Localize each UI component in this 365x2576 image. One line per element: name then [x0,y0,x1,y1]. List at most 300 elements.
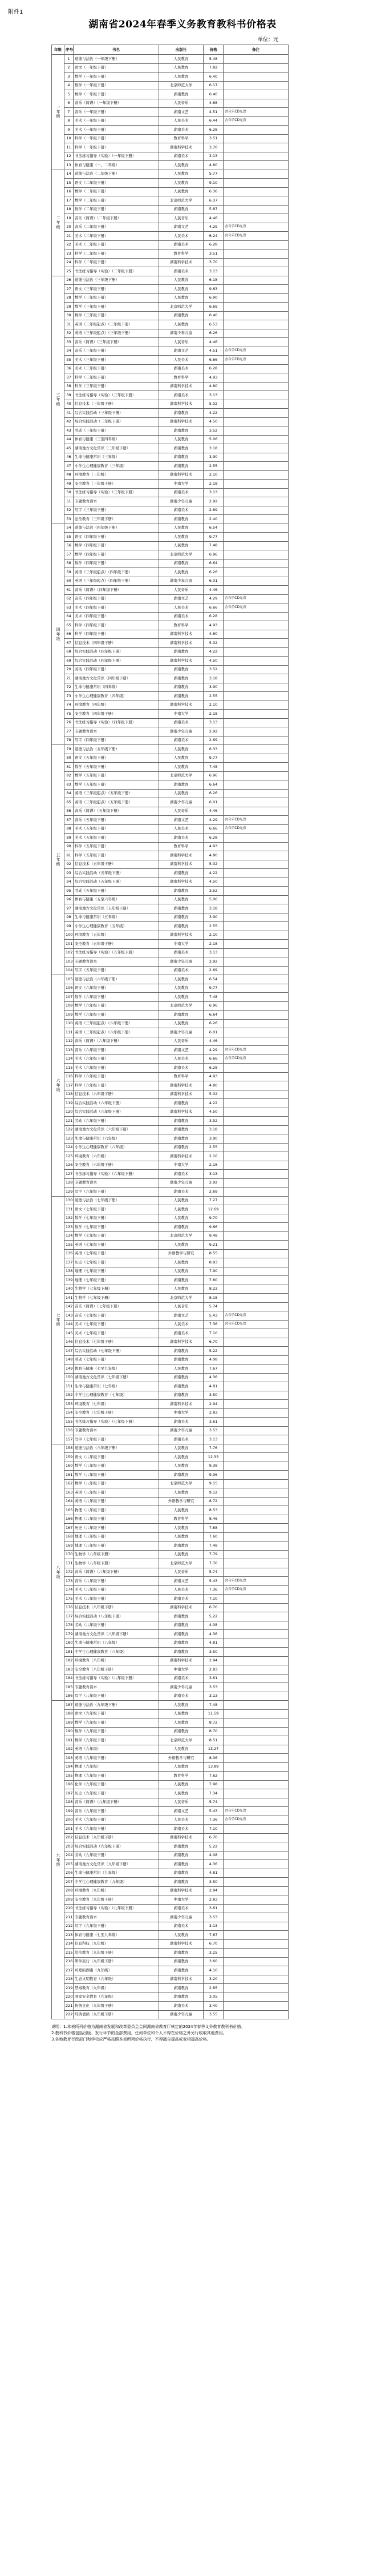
remark-cell [224,303,289,312]
price-cell: 2.10 [204,931,224,940]
book-name-cell: 环境教育（八年级） [74,1656,159,1665]
remark-cell [224,1639,289,1648]
table-row [52,1577,289,1586]
price-cell: 2.18 [204,940,224,949]
book-name-cell: 湖南地方文化常识（九年级下册） [74,1860,159,1869]
table-row [52,1302,289,1311]
price-cell: 7.62 [204,1772,224,1781]
table-row [52,409,289,418]
index-cell: 89 [64,834,74,843]
price-cell: 4.80 [204,382,224,391]
book-name-cell: 安全教育（九年级下册） [74,1895,159,1905]
price-cell: 4.08 [204,1621,224,1630]
remark-cell [224,1648,289,1657]
publisher-cell: 湖南科学技术 [159,878,204,887]
publisher-cell: 北京师范大学 [159,196,204,206]
table-row [52,533,289,542]
remark-cell: 含音乐CD光盘 [224,1311,289,1321]
publisher-cell: 湖南教育 [159,647,204,657]
index-cell: 35 [64,356,74,365]
price-cell: 3.50 [204,1391,224,1400]
index-cell: 50 [64,488,74,497]
price-cell: 8.06 [204,1754,224,1763]
book-name-cell: 数学（三年级下册） [74,303,159,312]
index-cell: 124 [64,1143,74,1152]
price-cell: 4.93 [204,1072,224,1081]
book-name-cell: 科学（一年级下册） [74,134,159,143]
remark-cell [224,1842,289,1852]
index-cell: 51 [64,497,74,506]
price-cell: 6.28 [204,240,224,249]
index-cell: 170 [64,1550,74,1559]
price-cell: 2.40 [204,515,224,524]
index-cell: 87 [64,816,74,825]
book-name-cell: 音乐（八年级下册） [74,1577,159,1586]
publisher-cell: 湖南科学技术 [159,1108,204,1117]
book-name-cell: 传统文化（九年级下册） [74,2002,159,2011]
table-body [52,55,289,2019]
index-cell: 36 [64,364,74,373]
publisher-cell: 湖南文艺 [159,1807,204,1816]
column-header-publisher: 出版社 [159,45,204,55]
index-cell: 168 [64,1532,74,1541]
publisher-cell: 湖南科学技术 [159,143,204,152]
price-cell: 7.27 [204,1196,224,1205]
remark-cell [224,1869,289,1878]
index-cell: 105 [64,975,74,984]
book-name-cell: 写字（七年级下册） [74,1435,159,1444]
book-name-cell: 音乐（六年级下册） [74,1046,159,1055]
index-cell: 12 [64,152,74,161]
index-cell: 123 [64,1134,74,1144]
price-cell: 6.28 [204,1064,224,1073]
index-cell: 68 [64,647,74,657]
grade-cell: 八年级 [52,1444,64,1701]
book-name-cell: 劳动（七年级下册） [74,1355,159,1365]
index-cell: 136 [64,1249,74,1258]
book-name-cell: 道德与法治（三年级下册） [74,276,159,285]
index-cell: 139 [64,1276,74,1285]
table-row [52,373,289,383]
table-row [52,763,289,772]
table-header-row [52,45,289,55]
book-name-cell: 生态文明教育（九年级） [74,1975,159,1984]
table-row [52,1922,289,1931]
table-row [52,1320,289,1329]
price-cell: 6.69 [204,303,224,312]
remark-cell [224,2010,289,2019]
publisher-cell: 人民教育 [159,1701,204,1710]
price-cell: 4.81 [204,1639,224,1648]
publisher-cell: 湖南文艺 [159,108,204,117]
book-name-cell: 数学（六年级下册） [74,1001,159,1011]
publisher-cell: 湖南科学技术 [159,1886,204,1895]
price-cell: 2.94 [204,1886,224,1895]
index-cell: 126 [64,1161,74,1170]
table-row [52,1833,289,1842]
column-header-name: 书名 [74,45,159,55]
remark-cell [224,1595,289,1604]
table-row [52,1019,289,1028]
book-name-cell: 音乐（简谱）（一年级下册） [74,99,159,108]
publisher-cell: 湖南教育 [159,1276,204,1285]
index-cell: 143 [64,1311,74,1321]
remark-cell [224,1789,289,1798]
book-name-cell: 劳动（六年级下册） [74,1117,159,1126]
publisher-cell: 人民美术 [159,824,204,834]
price-cell: 4.80 [204,630,224,639]
remark-cell [224,1984,289,1993]
index-cell: 129 [64,1188,74,1197]
remark-cell: 含音乐CD光盘 [224,1807,289,1816]
publisher-cell: 湖南教育 [159,1541,204,1551]
table-row [52,1515,289,1524]
publisher-cell: 湖南教育 [159,1878,204,1887]
price-cell: 4.50 [204,878,224,887]
book-name-cell: 写字（六年级下册） [74,1188,159,1197]
note-line: 3.各地教育行政部门和学校应严格按照本表所列价格执行，不得擅自提高或变相提高价格。 [51,2037,211,2042]
index-cell: 113 [64,1046,74,1055]
publisher-cell: 人民教育 [159,320,204,329]
index-cell: 76 [64,718,74,727]
index-cell: 8 [64,116,74,126]
table-row [52,1772,289,1781]
index-cell: 161 [64,1471,74,1480]
price-cell: 6.96 [204,550,224,560]
index-cell: 61 [64,586,74,595]
book-name-cell: 数学（九年级下册） [74,1727,159,1736]
price-cell: 3.51 [204,249,224,259]
book-name-cell: 生物学（八年级下册） [74,1559,159,1568]
table-row [52,1842,289,1852]
remark-cell [224,1400,289,1409]
remark-cell [224,480,289,489]
index-cell: 33 [64,338,74,347]
price-cell: 7.48 [204,541,224,550]
price-cell: 6.40 [204,90,224,99]
book-name-cell: 音乐（五年级下册） [74,816,159,825]
table-row [52,913,289,922]
book-name-cell: 湖南地方文化常识（六年级下册） [74,1125,159,1134]
table-row [52,1656,289,1665]
publisher-cell: 湖南科学技术 [159,382,204,391]
index-cell: 72 [64,683,74,692]
price-cell: 4.36 [204,1860,224,1869]
price-cell: 3.61 [204,1674,224,1683]
remark-cell [224,1833,289,1842]
price-cell: 3.18 [204,904,224,913]
table-row [52,1418,289,1427]
grade-cell: 五年级 [52,745,64,975]
remark-cell [224,152,289,161]
index-cell: 119 [64,1099,74,1108]
table-row [52,1311,289,1321]
book-name-cell: 综合实践活动（三年级下册） [74,409,159,418]
remark-cell [224,240,289,249]
index-cell: 150 [64,1373,74,1382]
index-cell: 195 [64,1772,74,1781]
remark-cell [224,63,289,73]
remark-cell [224,1108,289,1117]
book-name-cell: 英语（九年级） [74,1745,159,1754]
publisher-cell: 湖南教育 [159,674,204,683]
publisher-cell: 人民教育 [159,170,204,179]
remark-cell [224,1231,289,1241]
index-cell: 211 [64,1913,74,1922]
table-row [52,1683,289,1692]
remark-cell [224,1913,289,1922]
price-cell: 2.92 [204,957,224,967]
publisher-cell: 人民音乐 [159,99,204,108]
publisher-cell: 湖南教育 [159,887,204,896]
publisher-cell: 人民教育 [159,55,204,64]
table-row [52,506,289,515]
index-cell: 120 [64,1108,74,1117]
remark-cell [224,1701,289,1710]
table-row [52,338,289,347]
price-cell: 3.52 [204,1117,224,1126]
table-row [52,1851,289,1860]
remark-cell [224,1745,289,1754]
table-row [52,541,289,550]
table-row [52,1762,289,1772]
book-name-cell: 道德与法治（一年级下册） [74,55,159,64]
remark-cell [224,940,289,949]
table-row [52,665,289,674]
table-row [52,1117,289,1126]
publisher-cell: 人民教育 [159,1718,204,1728]
book-name-cell: 信息技术（四年级下册） [74,639,159,648]
price-cell: 6.36 [204,187,224,196]
publisher-cell: 北京师范大学 [159,1294,204,1303]
price-cell: 3.53 [204,1426,224,1435]
index-cell: 179 [64,1630,74,1639]
remark-cell [224,1285,289,1294]
index-cell: 57 [64,550,74,560]
index-cell: 46 [64,453,74,462]
index-cell: 214 [64,1939,74,1949]
index-cell: 100 [64,931,74,940]
table-row [52,736,289,745]
publisher-cell: 湖南教育 [159,1869,204,1878]
book-name-cell: 科学（六年级下册） [74,1081,159,1090]
index-cell: 193 [64,1754,74,1763]
publisher-cell: 湖南文艺 [159,1311,204,1321]
price-table [51,45,289,2019]
publisher-cell: 湖南科学技术 [159,470,204,480]
book-name-cell: 英语（三年级起点）（六年级下册） [74,1028,159,1037]
remark-cell [224,196,289,206]
remark-cell [224,789,289,798]
publisher-cell: 人民教育 [159,435,204,444]
index-cell: 91 [64,851,74,860]
price-cell: 8.46 [204,1515,224,1524]
price-cell: 6.66 [204,356,224,365]
publisher-cell: 湖南文艺 [159,816,204,825]
price-cell: 3.51 [204,134,224,143]
publisher-cell: 人民教育 [159,63,204,73]
publisher-cell: 人民音乐 [159,807,204,816]
index-cell: 156 [64,1426,74,1435]
book-name-cell: 生命与健康常识（六年级） [74,1134,159,1144]
index-cell: 185 [64,1683,74,1692]
book-name-cell: 音乐（一年级下册） [74,108,159,117]
book-name-cell: 道德与法治（四年级下册） [74,524,159,533]
remark-cell [224,1949,289,1958]
index-cell: 177 [64,1612,74,1621]
book-name-cell: 专题教育读本 [74,497,159,506]
price-cell: 3.20 [204,1975,224,1984]
book-name-cell: 写字（四年级下册） [74,736,159,745]
book-name-cell: 科学（三年级下册） [74,382,159,391]
price-cell: 6.26 [204,789,224,798]
price-cell: 7.90 [204,1267,224,1276]
price-cell: 3.90 [204,1134,224,1144]
publisher-cell: 中南大学 [159,1665,204,1675]
notes-section [51,2024,291,2043]
remark-cell [224,187,289,196]
remark-cell [224,1134,289,1144]
publisher-cell: 湖南文艺 [159,1046,204,1055]
publisher-cell: 湖南教育 [159,1391,204,1400]
price-cell: 6.18 [204,276,224,285]
price-cell: 7.70 [204,1559,224,1568]
remark-cell [224,1329,289,1338]
index-cell: 45 [64,444,74,453]
publisher-cell: 人民教育 [159,1462,204,1471]
book-name-cell: 音乐（九年级下册） [74,1807,159,1816]
publisher-cell: 湖南美术 [159,1064,204,1073]
index-cell: 86 [64,807,74,816]
remark-cell [224,1727,289,1736]
remark-cell [224,621,289,630]
price-cell: 4.10 [204,1966,224,1975]
publisher-cell: 中南大学 [159,940,204,949]
publisher-cell: 湖南教育 [159,869,204,878]
price-cell: 4.22 [204,1099,224,1108]
table-row [52,1736,289,1745]
index-cell: 145 [64,1329,74,1338]
table-row [52,594,289,603]
price-cell: 5.22 [204,1347,224,1356]
remark-cell [224,1011,289,1020]
table-row [52,444,289,453]
price-cell: 5.22 [204,1842,224,1852]
remark-cell [224,1886,289,1895]
index-cell: 190 [64,1727,74,1736]
book-name-cell: 安全教育（三年级下册） [74,480,159,489]
price-cell: 6.90 [204,293,224,303]
remark-cell: 含音乐CD光盘 [224,594,289,603]
index-cell: 203 [64,1842,74,1852]
remark-cell [224,559,289,568]
remark-cell [224,913,289,922]
index-cell: 218 [64,1975,74,1984]
price-cell: 12.33 [204,1453,224,1462]
book-name-cell: 美术（七年级下册） [74,1329,159,1338]
column-header-grade: 年级 [52,45,64,55]
book-name-cell: 书法练习指导（实验）（一年级下册） [74,152,159,161]
price-cell: 7.36 [204,1320,224,1329]
publisher-cell: 湖南科学技术 [159,1400,204,1409]
index-cell: 202 [64,1833,74,1842]
book-name-cell: 美术（三年级下册） [74,356,159,365]
book-name-cell: 小学生心理健康教育（四年级） [74,692,159,701]
price-cell: 5.77 [204,170,224,179]
book-name-cell: 信息技术（六年级下册） [74,1090,159,1099]
publisher-cell: 湖南科学技术 [159,1090,204,1099]
remark-cell [224,1152,289,1161]
price-cell: 7.10 [204,1595,224,1604]
publisher-cell: 湖南教育 [159,1993,204,2002]
price-cell: 7.67 [204,1365,224,1374]
publisher-cell: 湖南教育 [159,904,204,913]
price-cell: 9.12 [204,1488,224,1498]
publisher-cell: 湖南教育 [159,1648,204,1657]
index-cell: 25 [64,267,74,276]
price-cell: 4.68 [204,99,224,108]
column-header-remark: 备注 [224,45,289,55]
publisher-cell: 人民教育 [159,285,204,294]
publisher-cell: 湖南少年儿童 [159,329,204,338]
book-name-cell: 书法练习指导（实验）（八年级下册） [74,1674,159,1683]
column-header-price: 价格 [204,45,224,55]
book-name-cell: 科学（四年级下册） [74,621,159,630]
remark-cell [224,1497,289,1506]
publisher-cell: 人民教育 [159,1524,204,1533]
table-row [52,90,289,99]
price-cell: 7.67 [204,1931,224,1940]
table-row [52,1745,289,1754]
book-name-cell: 语文（二年级下册） [74,179,159,188]
book-name-cell: 专题教育读本 [74,1426,159,1435]
remark-cell [224,710,289,719]
price-cell: 2.92 [204,497,224,506]
table-row [52,586,289,595]
table-row [52,1506,289,1515]
publisher-cell: 湖南美术 [159,126,204,135]
index-cell: 22 [64,240,74,249]
table-row [52,81,289,90]
book-name-cell: 数学（七年级下册） [74,1214,159,1223]
publisher-cell: 湖南美术 [159,152,204,161]
price-cell: 3.13 [204,1435,224,1444]
price-cell: 13.27 [204,1745,224,1754]
index-cell: 114 [64,1054,74,1064]
book-name-cell: 湖南地方文化常识（五年级下册） [74,904,159,913]
price-cell: 3.50 [204,1648,224,1657]
index-cell: 116 [64,1072,74,1081]
publisher-cell: 教育科学 [159,1772,204,1781]
remark-cell [224,993,289,1002]
table-row [52,267,289,276]
price-cell: 3.05 [204,1993,224,2002]
price-cell: 2.10 [204,701,224,710]
publisher-cell: 湖南美术 [159,1418,204,1427]
price-cell: 3.70 [204,258,224,267]
book-name-cell: 信息技术（九年级下册） [74,1833,159,1842]
price-cell: 9.63 [204,285,224,294]
attachment-label: 附件1 [8,9,23,15]
table-row [52,834,289,843]
book-name-cell: 写字（三年级下册） [74,506,159,515]
index-cell: 9 [64,126,74,135]
table-row [52,1869,289,1878]
book-name-cell: 法治教育（九年级下册） [74,1949,159,1958]
book-name-cell: 地理（七年级下册） [74,1276,159,1285]
book-name-cell: 安全教育（六年级下册） [74,1161,159,1170]
remark-cell [224,948,289,957]
